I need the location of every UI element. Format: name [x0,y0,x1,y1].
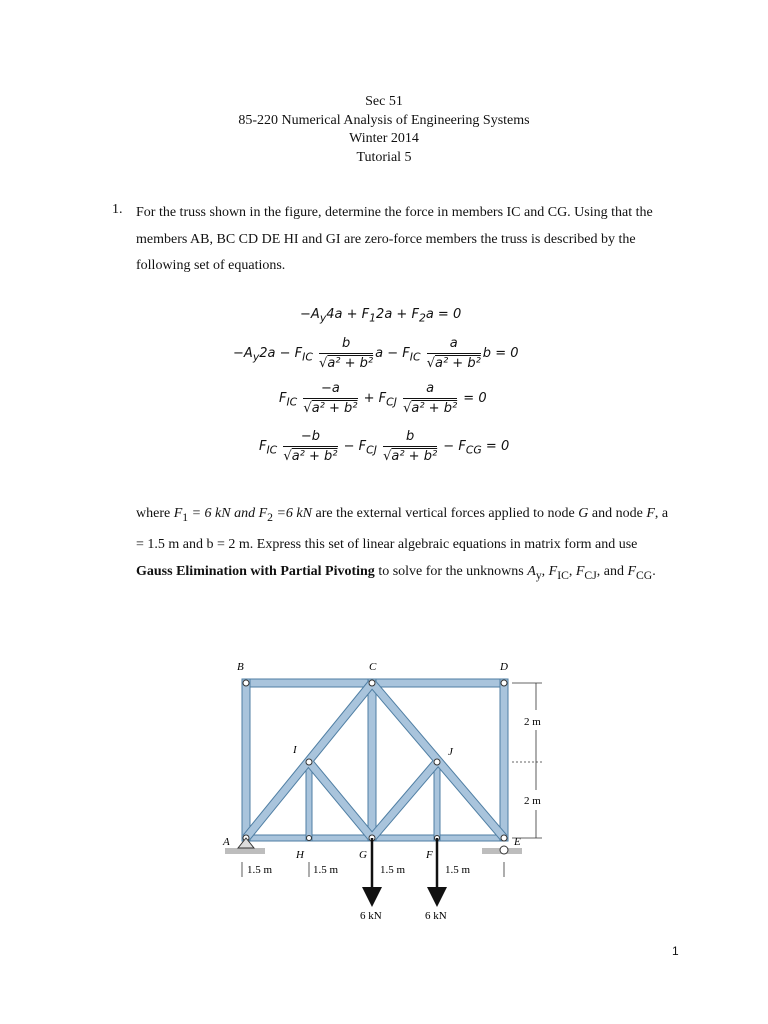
node-label-D: D [500,661,508,673]
member-JF [434,760,440,841]
dimension-span-3: 1.5 m [380,864,406,876]
node-label-H: H [296,849,304,861]
pin-D [501,680,507,686]
support-ground-left [225,848,265,854]
node-label-A: A [223,836,230,848]
equation-3: $F_{IC}$ $\frac{-a}{\text{√a² + b²}}$ + $F_{CJ}$ $\frac{a}{\text{√a² + b²}}$ = 0 [279,381,487,416]
member-DE [500,679,508,841]
equation-4: $F_{IC}$ $\frac{-b}{\text{√a² + b²}}$ − $F_{CJ}$ $\frac{b}{\text{√a² + b²}}$ − $F_{CG} = 0$ [259,429,510,464]
equation-2: $-A_y2a - F_{IC}$ $\frac{b}{\text{√a² + b²}}$ $a - F_{IC}$ $\frac{a}{\text{√a² + b²}}$ b = 0 [233,336,519,371]
member-CG [368,679,376,841]
pin-E [501,835,507,841]
node-label-G: G [359,849,367,861]
course-title: 85-220 Numerical Analysis of Engineering Systems [238,112,530,128]
node-label-C: C [369,661,377,673]
dimension-bottom-height: 2 m [524,795,541,807]
method-emphasis: Gauss Elimination with Partial Pivoting [136,563,375,579]
member-AB [242,679,250,841]
equation-1: $-A_y4a + F_12a + F_2a = 0$ [300,307,462,325]
roller-support-E [500,846,508,854]
problem-paragraph: where $F_1 = 6$ kN and $F_2 =6$ kN are the external vertical forces applied to node G and node F, a = 1.5 m and b = 2 m. Express this set of linear algebraic equations in matrix form and use Gauss Elimination with Partial Pivoting to solve for the unknowns $A_y$, $F_{IC}$, $F_{CJ}$, and $F_{CG}$. [136,506,669,582]
load-label-F: 6 kN [425,910,447,922]
member-IH [306,760,312,841]
node-label-I: I [293,744,297,756]
pin-J [434,759,440,765]
section-label: Sec 51 [365,94,403,109]
truss-figure [220,655,550,925]
term-label: Winter 2014 [349,131,419,146]
dimension-span-4: 1.5 m [445,864,471,876]
document-header [0,93,768,167]
dimension-span-1: 1.5 m [247,864,273,876]
dimension-span-2: 1.5 m [313,864,339,876]
pin-H [307,836,312,841]
page-number: 1 [672,944,679,958]
question-number: 1. [112,202,123,217]
node-label-F: F [426,849,433,861]
node-label-E: E [514,836,521,848]
tutorial-label: Tutorial 5 [356,149,412,165]
pin-I [306,759,312,765]
pin-B [243,680,249,686]
dimension-top-height: 2 m [524,716,541,728]
node-label-J: J [448,746,453,758]
pin-C [369,680,375,686]
equation-1-source [0,0,1,1]
equation-source-text [0,0,1,1]
load-label-G: 6 kN [360,910,382,922]
question-intro: For the truss shown in the figure, determine the force in members IC and CG. Using that the members AB, BC CD DE HI and GI are zero-force members the truss is described by the following set of equations. [136,205,653,273]
node-label-B: B [237,661,244,673]
